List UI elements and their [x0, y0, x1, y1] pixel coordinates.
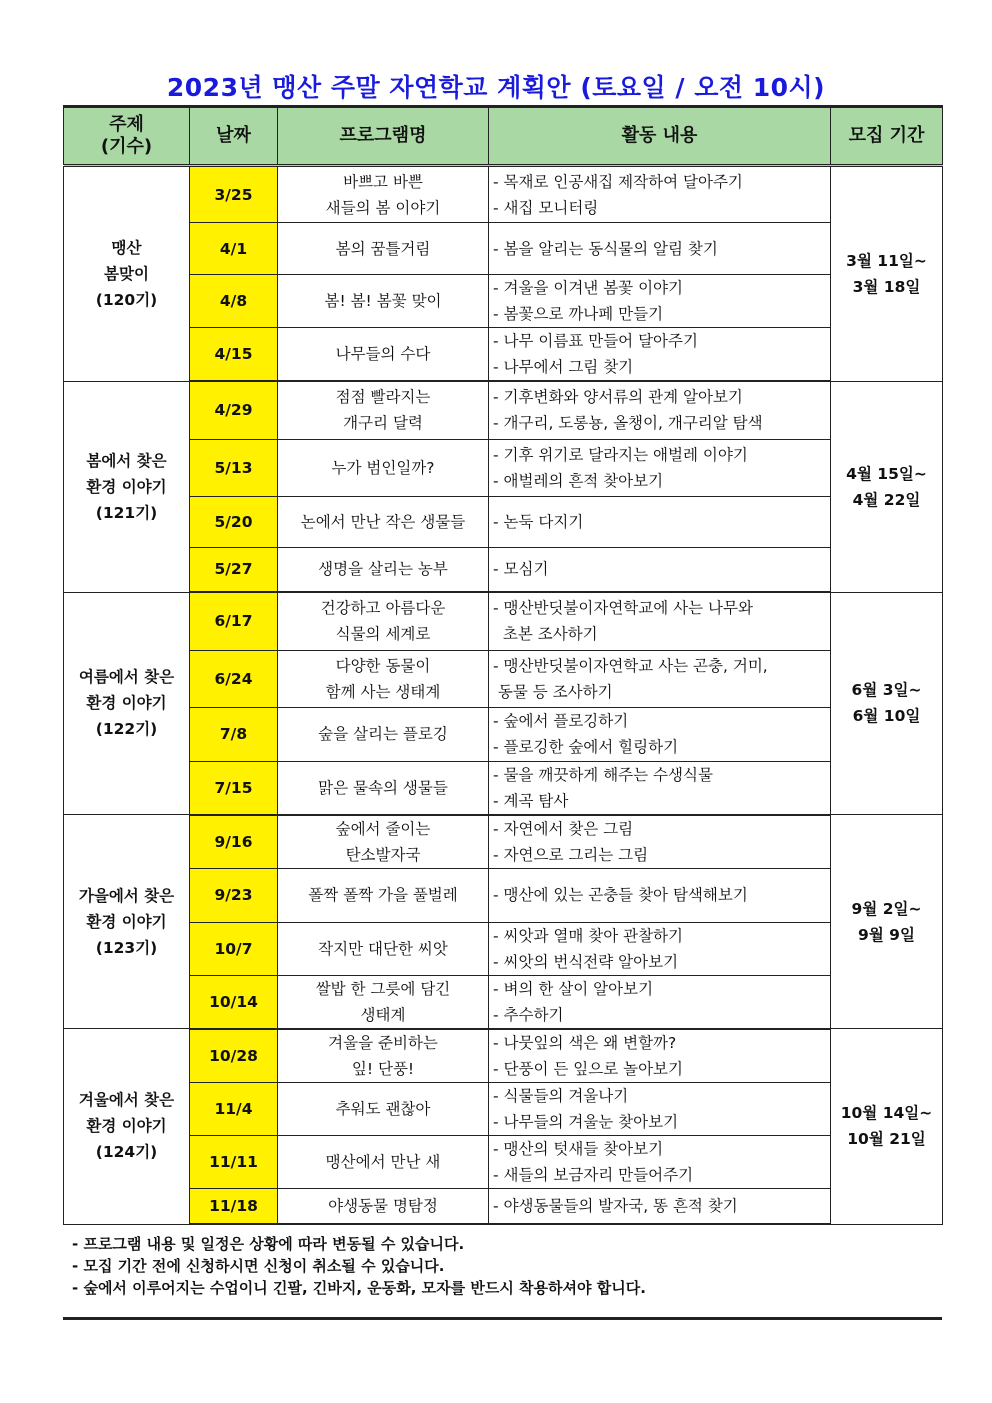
- recruit-line: 4월 22일: [852, 490, 921, 509]
- activity-line: - 씨앗과 열매 찾아 관찰하기: [493, 926, 684, 945]
- note-item: - 모집 기간 전에 신청하시면 신청이 취소될 수 있습니다.: [72, 1257, 445, 1275]
- activity-cell: [489, 328, 831, 382]
- program-line: 탄소발자국: [345, 845, 421, 864]
- recruit-line: 3월 18일: [852, 277, 921, 296]
- activity-cell: [489, 761, 831, 815]
- theme-line: 가을에서 찾은: [78, 886, 175, 905]
- bottom-divider: [63, 1317, 942, 1320]
- program-line: 새들의 봄 이야기: [325, 198, 441, 217]
- table-row: [64, 868, 943, 922]
- program-cell: [278, 1082, 489, 1135]
- program-line: 함께 사는 생태계: [325, 682, 441, 701]
- program-line: 생명을 살리는 농부: [318, 560, 448, 579]
- recruit-period-cell: [831, 592, 943, 815]
- activity-cell: [489, 975, 831, 1029]
- date-cell: 10/14: [190, 975, 278, 1029]
- date-cell: 4/29: [190, 381, 278, 439]
- activity-line: - 봄을 알리는 동식물의 알림 찾기: [493, 239, 718, 258]
- program-cell: [278, 1029, 489, 1083]
- recruit-period-cell: [831, 1029, 943, 1225]
- theme-line: 맹산: [111, 238, 142, 257]
- title-main: 2023년 맹산 주말 자연학교 계획안: [166, 73, 572, 102]
- activity-cell: [489, 223, 831, 275]
- table-row: [64, 381, 943, 439]
- recruit-period-cell: [831, 166, 943, 382]
- notes: [72, 1233, 646, 1299]
- activity-line: - 봄꽃으로 까나페 만들기: [493, 305, 664, 323]
- date-cell: 6/17: [190, 592, 278, 650]
- activity-line: - 새들의 보금자리 만들어주기: [493, 1165, 694, 1184]
- table-body: [64, 166, 943, 1225]
- activity-cell: [489, 1029, 831, 1083]
- date-cell: 10/7: [190, 922, 278, 975]
- date-cell: 11/18: [190, 1188, 278, 1224]
- program-line: 숲을 살리는 플로깅: [318, 725, 448, 743]
- date-cell: 5/27: [190, 547, 278, 592]
- recruit-line: 4월 15일~: [846, 464, 927, 483]
- theme-line: 환경 이야기: [86, 477, 167, 496]
- theme-cell: [64, 592, 190, 815]
- date-cell: 11/11: [190, 1135, 278, 1188]
- table-row: [64, 496, 943, 547]
- theme-line: (122기): [95, 720, 158, 739]
- recruit-line: 10월 21일: [847, 1130, 926, 1149]
- program-line: 개구리 달력: [343, 414, 423, 433]
- table-row: [64, 650, 943, 707]
- activity-cell: [489, 381, 831, 439]
- recruit-line: 6월 3일~: [851, 681, 922, 700]
- header-activity: 활동 내용: [489, 107, 831, 166]
- activity-line: 초본 조사하기: [493, 625, 598, 644]
- date-cell: 7/8: [190, 707, 278, 761]
- activity-line: - 애벌레의 흔적 찾아보기: [493, 471, 664, 490]
- activity-line: - 나무 이름표 만들어 달아주기: [493, 332, 698, 350]
- theme-cell: [64, 381, 190, 592]
- theme-line: 환경 이야기: [86, 694, 167, 713]
- table-row: [64, 328, 943, 382]
- table-row: [64, 1082, 943, 1135]
- table-row: [64, 166, 943, 223]
- date-cell: 11/4: [190, 1082, 278, 1135]
- activity-line: - 플로깅한 숲에서 힐링하기: [493, 738, 679, 756]
- program-cell: [278, 275, 489, 328]
- program-cell: [278, 868, 489, 922]
- program-line: 작지만 대단한 씨앗: [318, 939, 448, 958]
- program-cell: [278, 381, 489, 439]
- table-row: [64, 1135, 943, 1188]
- theme-line: (120기): [95, 290, 158, 309]
- activity-line: - 맹산반딧불이자연학교 사는 곤충, 거미,: [493, 656, 768, 675]
- theme-cell: [64, 1029, 190, 1225]
- table-row: [64, 922, 943, 975]
- recruit-line: 9월 9일: [858, 925, 915, 944]
- program-cell: [278, 328, 489, 382]
- table-row: [64, 275, 943, 328]
- activity-line: - 나뭇잎의 색은 왜 변할까?: [493, 1033, 677, 1052]
- date-cell: 5/13: [190, 439, 278, 496]
- schedule-table: [63, 105, 943, 1225]
- activity-line: - 맹산의 텃새들 찾아보기: [493, 1139, 664, 1158]
- date-cell: 7/15: [190, 761, 278, 815]
- recruit-period-cell: [831, 381, 943, 592]
- activity-cell: [489, 592, 831, 650]
- date-cell: 4/8: [190, 275, 278, 328]
- program-cell: [278, 707, 489, 761]
- header-theme: 주제 (기수): [64, 107, 190, 166]
- activity-line: - 개구리, 도롱뇽, 올챙이, 개구리알 탐색: [493, 414, 763, 433]
- recruit-line: 3월 11일~: [846, 251, 927, 270]
- theme-line: (123기): [95, 938, 158, 957]
- activity-line: - 기후 위기로 달라지는 애벌레 이야기: [493, 445, 748, 464]
- program-cell: [278, 496, 489, 547]
- activity-line: - 겨울을 이겨낸 봄꽃 이야기: [493, 279, 684, 297]
- activity-line: - 자연으로 그리는 그림: [493, 845, 649, 864]
- activity-line: - 새집 모니터링: [493, 198, 599, 217]
- note-item: - 숲에서 이루어지는 수업이니 긴팔, 긴바지, 운동화, 모자를 반드시 착용하셔야 합니다.: [72, 1279, 646, 1297]
- date-cell: 10/28: [190, 1029, 278, 1083]
- activity-line: - 물을 깨끗하게 해주는 수생식물: [493, 765, 713, 784]
- theme-line: 겨울에서 찾은: [78, 1091, 175, 1110]
- program-cell: [278, 547, 489, 592]
- program-line: 누가 범인일까?: [331, 458, 435, 477]
- theme-line: (124기): [95, 1143, 158, 1162]
- activity-cell: [489, 815, 831, 869]
- date-cell: 4/1: [190, 223, 278, 275]
- table-row: [64, 439, 943, 496]
- program-cell: [278, 1188, 489, 1224]
- table-row: [64, 815, 943, 869]
- theme-line: (121기): [95, 503, 158, 522]
- activity-line: - 논둑 다지기: [493, 512, 584, 531]
- theme-line: 봄에서 찾은: [86, 451, 167, 470]
- theme-cell: [64, 166, 190, 382]
- activity-cell: [489, 1082, 831, 1135]
- table-row: [64, 1188, 943, 1224]
- note-item: - 프로그램 내용 및 일정은 상황에 따라 변동될 수 있습니다.: [72, 1235, 465, 1253]
- header-recruit: 모집 기간: [831, 107, 943, 166]
- program-cell: [278, 922, 489, 975]
- program-line: 생태계: [360, 1005, 406, 1024]
- date-cell: 6/24: [190, 650, 278, 707]
- activity-line: - 나무에서 그림 찾기: [493, 358, 634, 376]
- header-program: 프로그램명: [278, 107, 489, 166]
- activity-line: - 모심기: [493, 560, 549, 579]
- table-row: [64, 223, 943, 275]
- activity-line: - 숲에서 플로깅하기: [493, 712, 629, 730]
- theme-cell: [64, 815, 190, 1029]
- activity-line: - 목재로 인공새집 제작하여 달아주기: [493, 172, 743, 191]
- activity-line: 동물 등 조사하기: [493, 682, 613, 701]
- activity-line: - 계곡 탐사: [493, 791, 569, 810]
- program-line: 점점 빨라지는: [335, 388, 431, 407]
- program-line: 나무들의 수다: [335, 345, 431, 363]
- theme-line: 봄맞이: [104, 264, 149, 283]
- program-line: 다양한 동물이: [335, 656, 431, 675]
- recruit-period-cell: [831, 815, 943, 1029]
- theme-line: 환경 이야기: [86, 912, 167, 931]
- date-cell: 5/20: [190, 496, 278, 547]
- activity-cell: [489, 547, 831, 592]
- activity-line: - 기후변화와 양서류의 관계 알아보기: [493, 388, 743, 407]
- activity-line: - 벼의 한 살이 알아보기: [493, 979, 654, 998]
- theme-line: 여름에서 찾은: [78, 668, 175, 687]
- program-line: 잎! 단풍!: [351, 1059, 415, 1078]
- recruit-line: 10월 14일~: [840, 1104, 933, 1123]
- date-cell: 9/16: [190, 815, 278, 869]
- activity-line: - 맹산반딧불이자연학교에 사는 나무와: [493, 599, 753, 618]
- program-line: 추워도 괜찮아: [335, 1099, 431, 1118]
- table-row: [64, 707, 943, 761]
- program-cell: [278, 1135, 489, 1188]
- program-cell: [278, 975, 489, 1029]
- activity-cell: [489, 650, 831, 707]
- activity-line: - 나무들의 겨울눈 찾아보기: [493, 1112, 679, 1131]
- activity-cell: [489, 439, 831, 496]
- program-line: 바쁘고 바쁜: [343, 172, 423, 191]
- activity-line: - 단풍이 든 잎으로 놀아보기: [493, 1059, 684, 1078]
- recruit-line: 9월 2일~: [851, 899, 922, 918]
- activity-line: - 추수하기: [493, 1005, 564, 1024]
- table-row: [64, 592, 943, 650]
- title-suffix: (토요일 / 오전 10시): [580, 73, 826, 102]
- recruit-line: 6월 10일: [852, 707, 921, 726]
- activity-cell: [489, 496, 831, 547]
- header-date: 날짜: [190, 107, 278, 166]
- table-row: [64, 761, 943, 815]
- date-cell: 4/15: [190, 328, 278, 382]
- activity-cell: [489, 868, 831, 922]
- program-cell: [278, 592, 489, 650]
- activity-line: - 야생동물들의 발자국, 똥 흔적 찾기: [493, 1196, 738, 1215]
- activity-cell: [489, 1135, 831, 1188]
- program-line: 맑은 물속의 생물들: [318, 778, 448, 797]
- activity-cell: [489, 275, 831, 328]
- program-line: 숲에서 줄이는: [335, 819, 431, 838]
- program-cell: [278, 650, 489, 707]
- program-line: 봄의 꿈틀거림: [335, 239, 431, 258]
- activity-cell: [489, 707, 831, 761]
- program-line: 쌀밥 한 그릇에 담긴: [315, 979, 451, 998]
- activity-line: - 맹산에 있는 곤충들 찾아 탐색해보기: [493, 886, 748, 904]
- activity-cell: [489, 922, 831, 975]
- program-line: 식물의 세계로: [335, 625, 431, 644]
- program-line: 겨울을 준비하는: [328, 1033, 438, 1052]
- theme-line: 환경 이야기: [86, 1117, 167, 1136]
- page-title: [0, 68, 992, 104]
- program-cell: [278, 223, 489, 275]
- table-row: [64, 1029, 943, 1083]
- program-line: 야생동물 명탐정: [328, 1196, 438, 1215]
- program-line: 맹산에서 만난 새: [325, 1152, 441, 1171]
- activity-line: - 자연에서 찾은 그림: [493, 819, 634, 838]
- activity-line: - 씨앗의 번식전략 알아보기: [493, 952, 679, 971]
- date-cell: 9/23: [190, 868, 278, 922]
- program-cell: [278, 761, 489, 815]
- activity-cell: [489, 1188, 831, 1224]
- table-row: [64, 547, 943, 592]
- date-cell: 3/25: [190, 166, 278, 223]
- activity-line: - 식물들의 겨울나기: [493, 1086, 629, 1105]
- program-line: 봄! 봄! 봄꽃 맞이: [324, 292, 442, 310]
- program-cell: [278, 439, 489, 496]
- program-line: 건강하고 아름다운: [320, 599, 446, 618]
- program-line: 폴짝 폴짝 가을 풀벌레: [308, 886, 458, 904]
- table-row: [64, 975, 943, 1029]
- program-line: 논에서 만난 작은 생물들: [300, 512, 466, 531]
- program-cell: [278, 815, 489, 869]
- header-row: [64, 107, 943, 166]
- activity-cell: [489, 166, 831, 223]
- program-cell: [278, 166, 489, 223]
